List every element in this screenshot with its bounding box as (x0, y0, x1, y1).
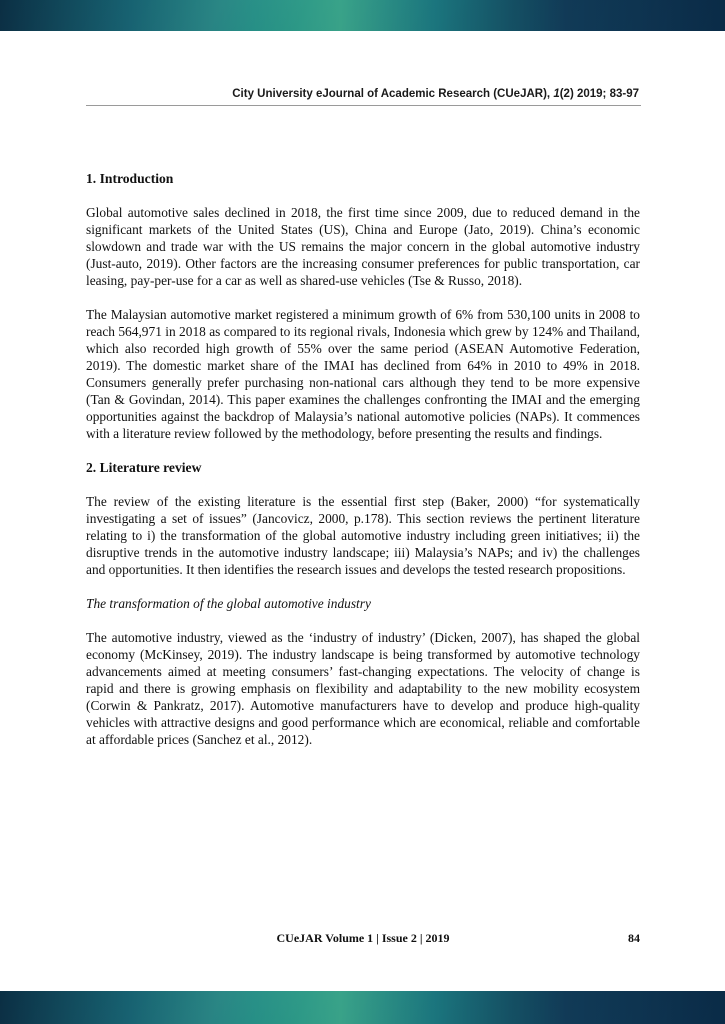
footer-decorative-band (0, 991, 725, 1024)
section-heading-introduction: 1. Introduction (86, 171, 174, 186)
article-body (86, 170, 640, 765)
header-decorative-band (0, 0, 725, 31)
journal-volume: 1 (553, 88, 560, 100)
paragraph: The Malaysian automotive market registered a minimum growth of 6% from 530,100 units in 2008 to reach 564,971 in 2018 as compared to its regional rivals, Indonesia which grew by 124% and Thailand, which also recorded high growth of 55% over the same period (ASEAN Automotive Federation, 2019). The domestic market share of the IMAI has declined from 64% in 2010 to 49% in 2018. Consumers generally prefer purchasing non-national cars although they tend to be more expensive (Tan & Govindan, 2014). This paper examines the challenges confronting the IMAI and the emerging opportunities against the backdrop of Malaysia’s national automotive policies (NAPs). It commences with a literature review followed by the methodology, before presenting the results and findings. (86, 307, 640, 441)
paragraph: The review of the existing literature is the essential first step (Baker, 2000) “for systematically investigating a set of issues” (Jancovicz, 2000, p.178). This section reviews the pertinent literature relating to i) the transformation of the global automotive industry including green initiatives; ii) the disruptive trends in the automotive industry landscape; iii) Malaysia’s NAPs; and iv) the challenges and opportunities. It then identifies the research issues and develops the tested research propositions. (86, 494, 640, 577)
paragraph: Global automotive sales declined in 2018, the first time since 2009, due to reduced demand in the significant markets of the United States (US), China and Europe (Jato, 2019). China’s economic slowdown and trade war with the US remains the major concern in the global automotive industry (Just-auto, 2019). Other factors are the increasing consumer preferences for public transportation, car leasing, pay-per-use for a car as well as shared-use vehicles (Tse & Russo, 2018). (86, 205, 640, 288)
section-heading-literature-review: 2. Literature review (86, 460, 202, 475)
journal-issue-pages: (2) 2019; 83-97 (559, 88, 639, 100)
paragraph: The automotive industry, viewed as the ‘industry of industry’ (Dicken, 2007), has shaped the global economy (McKinsey, 2019). The industry landscape is being transformed by automotive technology advancements aimed at meeting consumers’ fast-changing expectations. The velocity of change is rapid and there is growing emphasis on flexibility and adaptability to the new mobility ecosystem (Corwin & Pankratz, 2017). Automotive manufacturers have to develop and produce high-quality vehicles with attractive designs and good performance which are economical, reliable and comfortable at affordable prices (Sanchez et al., 2012). (86, 630, 640, 747)
footer-citation: CUeJAR Volume 1 | Issue 2 | 2019 (276, 931, 450, 945)
header-rule (86, 105, 641, 106)
running-head (86, 88, 639, 100)
journal-name: City University eJournal of Academic Research (CUeJAR), (232, 88, 551, 100)
subsection-heading: The transformation of the global automotive industry (86, 596, 371, 611)
page-number: 84 (628, 931, 640, 945)
